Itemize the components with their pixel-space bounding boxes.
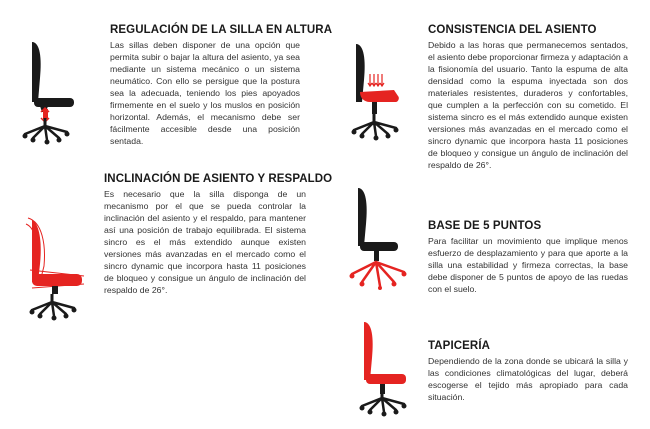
section-seat (428, 24, 628, 171)
section-title: REGULACIÓN DE LA SILLA EN ALTURA (110, 24, 333, 36)
section-body: Para facilitar un movimiento que implique menos esfuerzo de desplazamiento y para que aporte a la silla una estabilidad y firmeza correctas, la base debe disponer de 5 puntos de apoyo de las ruedas con el suelo. (428, 236, 628, 294)
section-title: INCLINACIÓN DE ASIENTO Y RESPALDO (104, 173, 333, 185)
chair-seat-density-icon (346, 40, 408, 144)
section-title: CONSISTENCIA DEL ASIENTO (428, 24, 597, 36)
chair-height-icon (18, 38, 80, 148)
section-title: TAPICERÍA (428, 340, 491, 352)
section-base (428, 220, 628, 295)
section-height (110, 24, 333, 147)
section-body: Las sillas deben disponer de una opción que permita subir o bajar la altura del asiento, ya sea mediante un sistema mecánico o un sistema neumático. Con ello se persigue que la postura sea la adecuada, teniendo los pies apoyados firmemente en el suelo y los muslos en posición horizontal. Además, el mecanismo debe ser fácilmente accesible desde una posición sentada. (110, 40, 300, 146)
section-title: BASE DE 5 PUNTOS (428, 220, 542, 232)
section-tilt (104, 173, 333, 296)
section-body: Es necesario que la silla disponga de un mecanismo por el que se pueda controlar la inclinación del asiento y el respaldo, para mantener así una posición de trabajo equilibrada. El sistema sincro es el más extendido aunque existen versiones más avanzadas en el mercado como el sincro dynamic que incorpora hasta 11 posiciones de bloqueo y consigue un ángulo de inclinación del respaldo de 26°. (104, 189, 306, 295)
chair-upholstery-icon (350, 318, 414, 422)
chair-tilt-icon (18, 214, 90, 330)
section-body: Dependiendo de la zona donde se ubicará la silla y las condiciones climatológicas del lugar, deberá escogerse el tejido más apropiado para cada situación. (428, 356, 628, 402)
chair-base-icon (344, 186, 410, 290)
section-body: Debido a las horas que permanecemos sentados, el asiento debe proporcionar firmeza y adaptación a la fisionomía del usuario. Tanto la espuma de alta densidad como la espuma inyectada son dos materiales resistentes, duraderos y confortables, que cumplen a la perfección con su cometido. El sistema sincro es el más extendido aunque existen versiones más avanzadas en el mercado como el sincro dynamic que incorpora hasta 11 posiciones de bloqueo y consigue un ángulo de inclinación del respaldo de 26°. (428, 40, 628, 170)
section-upholstery (428, 340, 628, 403)
